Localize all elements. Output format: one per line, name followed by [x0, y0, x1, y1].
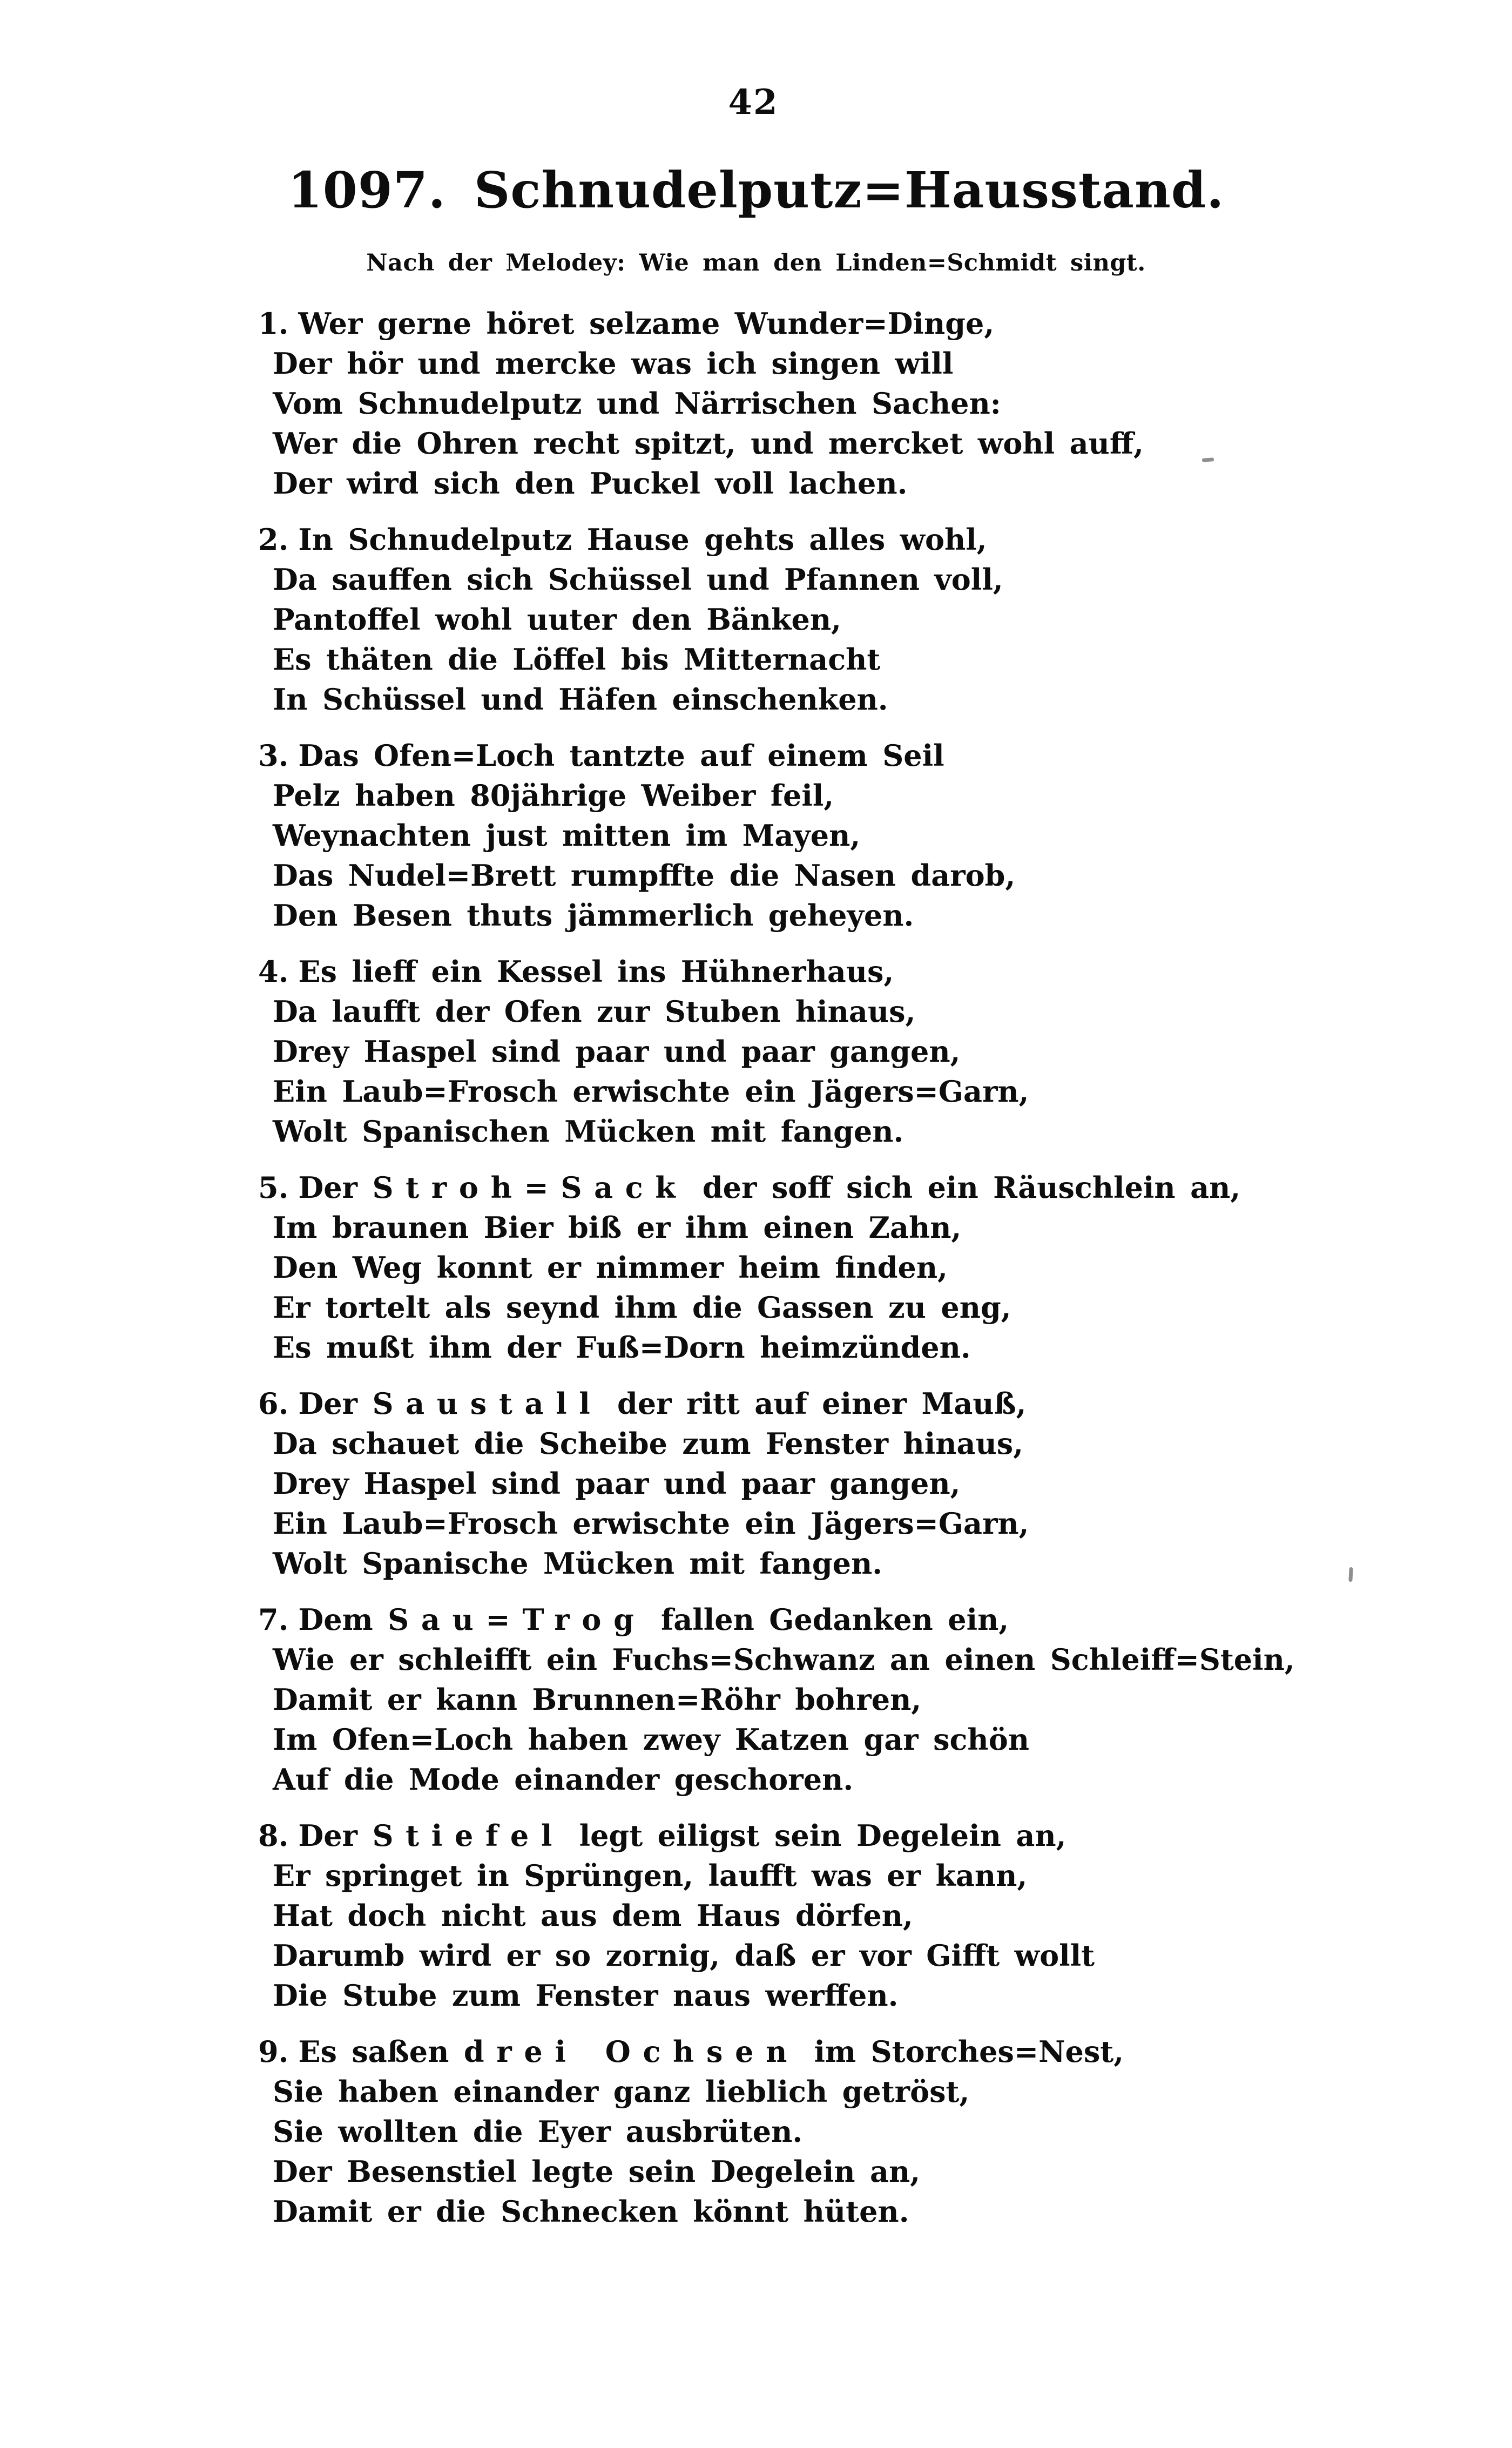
- stanza: [258, 952, 1284, 1151]
- stanza: [258, 1384, 1284, 1583]
- song-header: [0, 161, 1512, 219]
- stanza-line: Ein Laub=Frosch erwischte ein Jägers=Garn,: [273, 1074, 1029, 1109]
- letterspaced-text: drei Ochsen: [463, 2034, 800, 2069]
- stanza-number: 2.: [258, 522, 289, 557]
- melody-note: Nach der Melodey: Wie man den Linden=Schmidt singt.: [366, 249, 1146, 277]
- song-number: 1097.: [287, 161, 446, 219]
- stanza-line: Damit er kann Brunnen=Röhr bohren,: [273, 1682, 922, 1717]
- stanza-line: Es thäten die Löffel bis Mitternacht: [273, 642, 881, 677]
- letterspaced-text: Saustall: [372, 1386, 603, 1421]
- stanza-line: In Schüssel und Häfen einschenken.: [273, 682, 888, 717]
- stanza-number: 7.: [258, 1602, 289, 1637]
- stanza-first-line: 8. Der Stiefel legt eiligst sein Degelein an,: [258, 1816, 1284, 1856]
- stanza-line: Damit er die Schnecken könnt hüten.: [273, 2194, 909, 2229]
- stanza-number: 1.: [258, 306, 289, 341]
- stanza: [258, 1600, 1295, 1799]
- stanza-line: Wie er schleifft ein Fuchs=Schwanz an einen Schleiff=Stein,: [273, 1642, 1295, 1677]
- stanza-number: 9.: [258, 2034, 289, 2069]
- stanza-line: Drey Haspel sind paar und paar gangen,: [273, 1466, 961, 1501]
- stanza: [258, 1816, 1284, 2015]
- stanza-line: Auf die Mode einander geschoren.: [273, 1762, 854, 1797]
- stanza-line: Er tortelt als seynd ihm die Gassen zu eng,: [273, 1290, 1011, 1325]
- stanza-line: Er springet in Sprüngen, laufft was er kann,: [273, 1858, 1028, 1893]
- scan-speck: [1348, 1567, 1353, 1582]
- letterspaced-text: Sau=Trog: [388, 1602, 646, 1637]
- stanza-line: Im braunen Bier biß er ihm einen Zahn,: [273, 1210, 962, 1245]
- stanza-line: Sie wollten die Eyer ausbrüten.: [273, 2114, 803, 2149]
- stanza: [258, 520, 1284, 719]
- stanza-first-line: 4. Es lieff ein Kessel ins Hühnerhaus,: [258, 952, 1284, 992]
- stanza-line: Den Besen thuts jämmerlich geheyen.: [273, 898, 914, 933]
- stanza-line: Pantoffel wohl uuter den Bänken,: [273, 602, 841, 637]
- stanza-number: 5.: [258, 1170, 289, 1205]
- stanza-line: Die Stube zum Fenster naus werffen.: [273, 1978, 899, 2013]
- letterspaced-text: Stroh=Sack: [372, 1170, 688, 1205]
- letterspaced-text: Stiefel: [372, 1818, 565, 1853]
- stanza-line: Ein Laub=Frosch erwischte ein Jägers=Garn,: [273, 1506, 1029, 1541]
- stanza-first-line: 5. Der Stroh=Sack der soff sich ein Räuschlein an,: [258, 1168, 1284, 1208]
- stanza-line: Der wird sich den Puckel voll lachen.: [273, 466, 908, 501]
- stanzas: [258, 304, 1295, 2248]
- stanza-number: 8.: [258, 1818, 289, 1853]
- stanza-number: 4.: [258, 954, 289, 989]
- stanza-first-line: 1. Wer gerne höret selzame Wunder=Dinge,: [258, 304, 1284, 343]
- stanza-line: Der Besenstiel legte sein Degelein an,: [273, 2154, 921, 2189]
- stanza-line: Das Nudel=Brett rumpffte die Nasen darob,: [273, 858, 1016, 893]
- page-number: 42: [728, 82, 779, 123]
- stanza-line: Im Ofen=Loch haben zwey Katzen gar schön: [273, 1722, 1029, 1757]
- stanza-first-line: 6. Der Saustall der ritt auf einer Mauß,: [258, 1384, 1284, 1424]
- stanza-line: Den Weg konnt er nimmer heim finden,: [273, 1250, 948, 1285]
- stanza-line: Wolt Spanische Mücken mit fangen.: [273, 1546, 883, 1581]
- stanza-line: Hat doch nicht aus dem Haus dörfen,: [273, 1898, 913, 1933]
- stanza-line: Darumb wird er so zornig, daß er vor Gifft wollt: [273, 1938, 1095, 1973]
- stanza-number: 3.: [258, 738, 289, 773]
- stanza-line: Wolt Spanischen Mücken mit fangen.: [273, 1114, 904, 1149]
- stanza-first-line: 9. Es saßen drei Ochsen im Storches=Nest,: [258, 2032, 1284, 2072]
- stanza-line: Wer die Ohren recht spitzt, und mercket wohl auff,: [273, 426, 1144, 461]
- song-title: Schnudelputz=Hausstand.: [474, 161, 1225, 219]
- stanza-line: Da sauffen sich Schüssel und Pfannen voll,: [273, 562, 1003, 597]
- stanza-number: 6.: [258, 1386, 289, 1421]
- stanza-line: Der hör und mercke was ich singen will: [273, 346, 954, 381]
- stanza: [258, 736, 1284, 935]
- stanza-line: Drey Haspel sind paar und paar gangen,: [273, 1034, 961, 1069]
- stanza-line: Da laufft der Ofen zur Stuben hinaus,: [273, 994, 916, 1029]
- stanza: [258, 304, 1284, 503]
- stanza-line: Da schauet die Scheibe zum Fenster hinaus,: [273, 1426, 1024, 1461]
- stanza-line: Sie haben einander ganz lieblich getröst,: [273, 2074, 970, 2109]
- stanza-line: Weynachten just mitten im Mayen,: [273, 818, 861, 853]
- stanza-line: Pelz haben 80jährige Weiber feil,: [273, 778, 834, 813]
- stanza-first-line: 3. Das Ofen=Loch tantzte auf einem Seil: [258, 736, 1284, 775]
- stanza-line: Es mußt ihm der Fuß=Dorn heimzünden.: [273, 1330, 971, 1365]
- stanza-line: Vom Schnudelputz und Närrischen Sachen:: [273, 386, 1001, 421]
- stanza: [258, 1168, 1284, 1367]
- stanza: [258, 2032, 1284, 2231]
- stanza-first-line: 2. In Schnudelputz Hause gehts alles wohl,: [258, 520, 1284, 559]
- stanza-first-line: 7. Dem Sau=Trog fallen Gedanken ein,: [258, 1600, 1284, 1640]
